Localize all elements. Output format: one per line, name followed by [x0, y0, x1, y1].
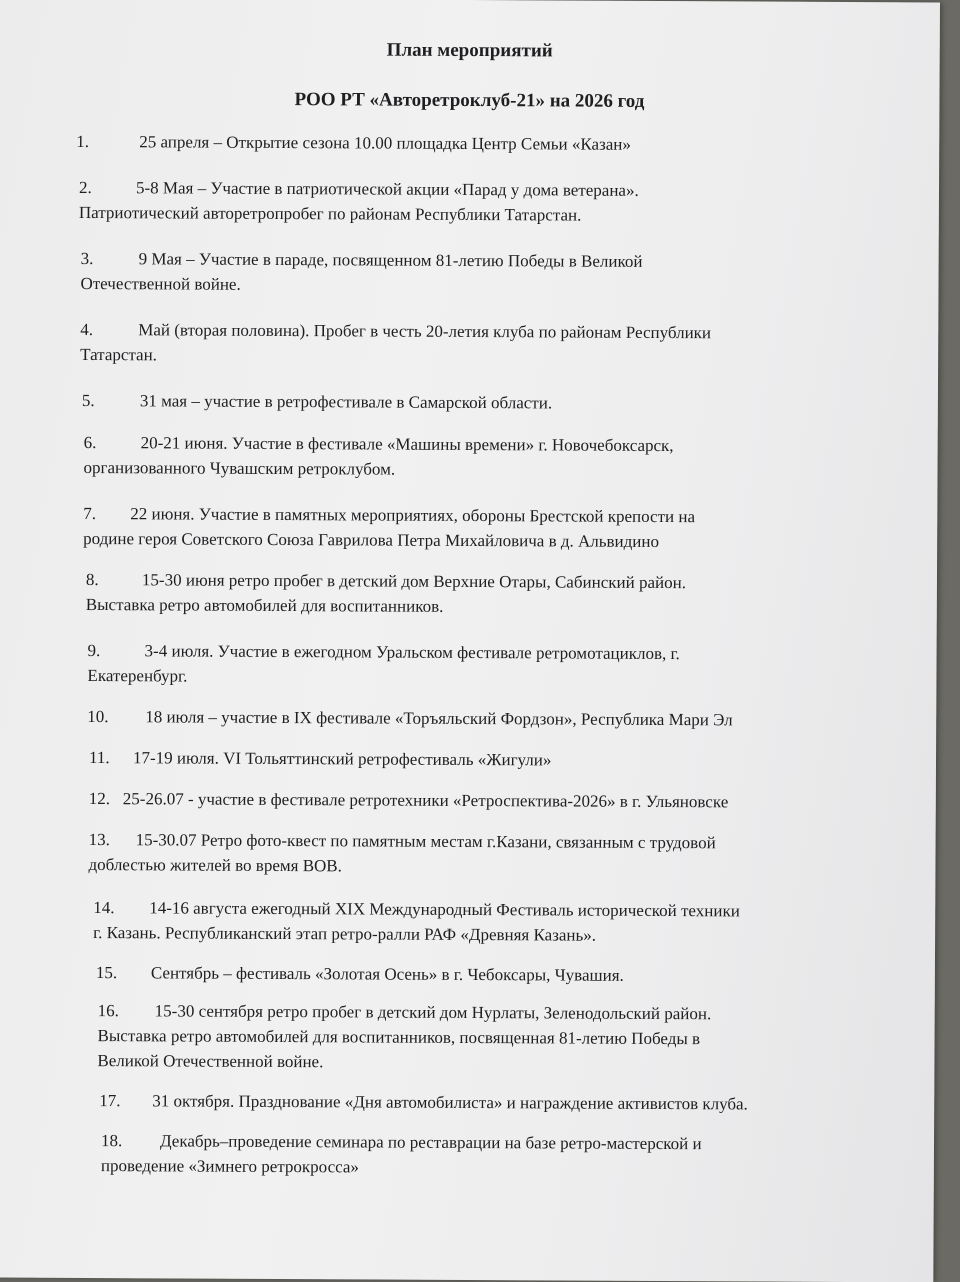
- list-item-line: Татарстан.: [80, 344, 158, 365]
- list-item-line: Выставка ретро автомобилей для воспитанников.: [85, 594, 444, 616]
- list-item-number: 1.: [76, 131, 90, 152]
- list-item-line: г. Казань. Республиканский этап ретро-ралли РАФ «Древняя Казань».: [93, 923, 597, 945]
- list-item-line: 25-26.07 - участие в фестивале ретротехники «Ретроспектива-2026» в г. Ульяновске: [122, 789, 729, 812]
- list-item-line: Великой Отечественной войне.: [97, 1051, 324, 1072]
- list-item-line: 22 июня. Участие в памятных мероприятиях, обороны Брестской крепости на: [130, 504, 696, 527]
- list-item-number: 5.: [81, 390, 95, 411]
- list-item-line: 15-30 сентября ретро пробег в детский дом Нурлаты, Зеленодольский район.: [154, 1001, 712, 1024]
- document-subtitle: РОО РТ «Автоpетроклуб-21» на 2026 год: [294, 89, 645, 112]
- list-item-line: 31 мая – участие в ретрофестивале в Самарской области.: [139, 391, 553, 413]
- list-item-number: 3.: [80, 248, 94, 269]
- list-item-line: 15-30 июня ретро пробег в детский дом Верхние Отары, Сабинский район.: [141, 570, 687, 593]
- list-item-line: 3-4 июля. Участие в ежегодном Уральском фестивале ретромотациклов, г.: [144, 641, 680, 664]
- list-item-number: 17.: [99, 1091, 121, 1111]
- list-item-number: 10.: [87, 707, 109, 727]
- list-item-line: 14-16 августа ежегодный XIX Международный Фестиваль исторической техники: [149, 898, 740, 921]
- list-item-line: организованного Чувашским ретроклубом.: [83, 457, 396, 479]
- list-item-number: 6.: [83, 432, 97, 453]
- list-item-line: Выставка ретро автомобилей для воспитанников, посвященная 81-летию Победы в: [97, 1026, 701, 1049]
- list-item-line: проведение «Зимнего ретрокросса»: [100, 1156, 360, 1177]
- list-item-number: 11.: [88, 748, 110, 768]
- list-item-line: Май (вторая половина). Пробег в честь 20-летия клуба по районам Республики: [138, 320, 712, 343]
- list-item-line: Екатеренбург.: [87, 666, 188, 686]
- list-item-number: 16.: [97, 1001, 120, 1021]
- list-item-line: 18 июля – участие в IX фестивале «Торъяльский Фордзон», Республика Мари Эл: [145, 707, 733, 730]
- list-item-line: 9 Мая – Участие в параде, посвященном 81-летию Победы в Великой: [138, 249, 643, 271]
- list-item-line: Патриотический авторетропробег по районам Республики Татарстан.: [78, 202, 582, 225]
- list-item-number: 8.: [85, 569, 99, 590]
- list-item-line: доблестью жителей во время ВОВ.: [88, 855, 342, 876]
- list-item-line: Декабрь–проведение семинара по реставрации на базе ретро-мастерской и: [159, 1131, 702, 1154]
- list-item-number: 4.: [80, 319, 94, 340]
- list-item-line: 5-8 Мая – Участие в патриотической акции «Парад у дома ветерана».: [135, 178, 639, 200]
- document-title: План мероприятий: [386, 39, 553, 62]
- list-item-line: 20-21 июня. Участие в фестивале «Машины времени» г. Новочебоксарск,: [140, 433, 674, 456]
- list-item-number: 15.: [95, 963, 118, 983]
- list-item-number: 13.: [88, 830, 110, 850]
- list-item-line: 15-30.07 Ретро фото-квест по памятным местам г.Казани, связанным с трудовой: [135, 830, 716, 853]
- list-item-number: 14.: [93, 898, 115, 918]
- list-item-number: 12.: [88, 789, 111, 809]
- list-item-line: 31 октября. Празднование «Дня автомобилиста» и награждение активистов клуба.: [152, 1091, 748, 1114]
- list-item-number: 7.: [83, 503, 97, 524]
- list-item-number: 9.: [87, 641, 101, 661]
- list-item-line: родине героя Советского Союза Гаврилова Петра Михайловича в д. Альвидино: [83, 528, 660, 551]
- list-item-number: 2.: [78, 177, 92, 198]
- list-item-line: Сентябрь – фестиваль «Золотая Осень» в г. Чебоксары, Чувашия.: [150, 963, 624, 985]
- list-item-line: 25 апреля – Открытие сезона 10.00 площадка Центр Семьи «Казан»: [139, 132, 631, 154]
- list-item-line: Отечественной войне.: [80, 273, 241, 294]
- list-item-number: 18.: [100, 1131, 123, 1151]
- list-item-line: 17-19 июля. VI Тольяттинский ретрофестиваль «Жигули»: [132, 748, 552, 770]
